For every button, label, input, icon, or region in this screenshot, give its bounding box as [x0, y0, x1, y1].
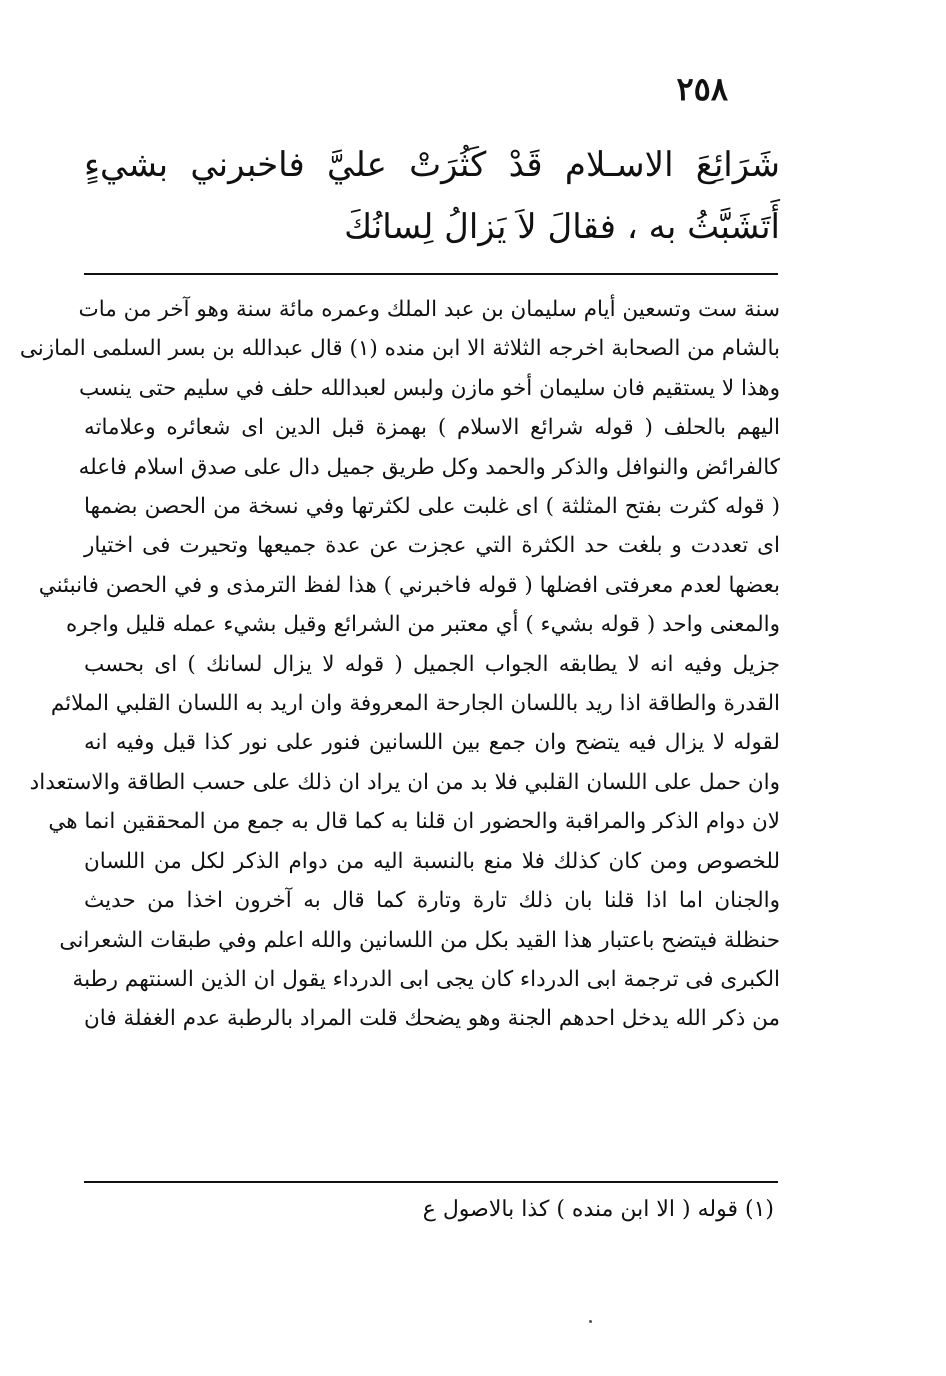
print-speck	[589, 1320, 592, 1323]
commentary-line: وهذا لا يستقيم فان سليمان أخو مازن ولبس لعبدالله حلف في سليم حتى ينسب	[79, 375, 780, 401]
commentary-line: من ذكر الله يدخل احدهم الجنة وهو يضحك قلت المراد بالرطبة عدم الغفلة فان	[84, 1006, 780, 1032]
commentary-line: اليهم بالحلف ( قوله شرائع الاسلام ) بهمزة قبل الدين اى شعائره وعلاماته	[84, 415, 780, 441]
footnote-divider	[84, 1181, 778, 1183]
commentary-line: اى تعددت و بلغت حد الكثرة التي عجزت عن عدة جميعها وتحيرت فى اختيار	[84, 533, 780, 559]
commentary-line: الكبرى فى ترجمة ابى الدرداء كان يجى ابى الدرداء يقول ان الذين السنتهم رطبة	[72, 966, 780, 992]
commentary-line: كالفرائض والنوافل والذكر والحمد وكل طريق جميل دال على صدق اسلام فاعله	[78, 454, 780, 480]
commentary-line: وان حمل على اللسان القلبي فلا بد من ان يراد ان ذلك على حسب الطاقة والاستعداد	[29, 769, 780, 795]
commentary-block	[19, 290, 780, 1039]
commentary-line: بالشام من الصحابة اخرجه الثلاثة الا ابن منده (١) قال عبدالله بن بسر السلمى المازنى	[19, 336, 780, 362]
commentary-line: جزيل وفيه انه لا يطابقه الجواب الجميل ( قوله لا يزال لسانك ) اى بحسب	[84, 651, 780, 677]
commentary-line: للخصوص ومن كان كذلك فلا منع بالنسبة اليه من دوام الذكر لكل من اللسان	[84, 848, 780, 874]
hadith-text	[84, 134, 780, 258]
footnote: (١) قوله ( الا ابن منده ) كذا بالاصول ع	[422, 1197, 774, 1222]
commentary-line: سنة ست وتسعين أيام سليمان بن عبد الملك وعمره مائة سنة وهو آخر من مات	[78, 297, 780, 322]
commentary-line: لقوله لا يزال فيه يتضح وان جمع بين اللسانين فنور على نور كذا قيل وفيه انه	[84, 730, 780, 756]
commentary-line: حنظلة فيتضح باعتبار هذا القيد بكل من اللسانين والله اعلم وفي طبقات الشعرانى	[59, 927, 780, 953]
commentary-line: ( قوله كثرت بفتح المثلثة ) اى غلبت على لكثرتها وفي نسخة من الحصن بضمها	[84, 494, 780, 520]
top-divider	[84, 273, 778, 275]
page-number: ٢٥٨	[676, 70, 728, 108]
commentary-line: والمعنى واحد ( قوله بشيء ) أي معتبر من الشرائع وقيل بشيء عمله قليل واجره	[65, 612, 780, 638]
commentary-line: لان دوام الذكر والمراقبة والحضور ان قلنا به كما قال به جمع من المحققين انما هي	[48, 809, 780, 835]
commentary-line: والجنان اما اذا قلنا بان ذلك تارة وتارة كما قال به آخرون اخذا من حديث	[84, 888, 780, 914]
commentary-line: القدرة والطاقة اذا ريد باللسان الجارحة المعروفة وان اريد به اللسان القلبي الملائم	[50, 691, 780, 717]
hadith-text-line: شَرَائِعَ الاسـلام قَدْ كَثُرَتْ عليَّ فاخبرني بشيءٍ أَتَشَبَّثُ به ، فقالَ لاَ يَزالُ لِسانُكَ	[84, 145, 780, 247]
commentary-line: بعضها لعدم معرفتى افضلها ( قوله فاخبرني ) هذا لفظ الترمذى و في الحصن فانبئني	[38, 572, 780, 598]
